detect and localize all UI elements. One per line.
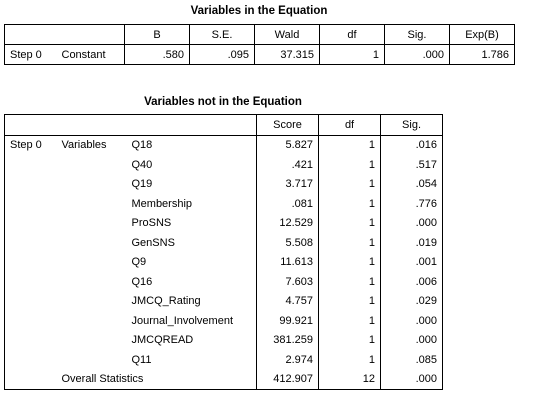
sig-value: .776 xyxy=(381,194,443,214)
overall-statistics-label: Overall Statistics xyxy=(61,373,144,386)
sig-value: .029 xyxy=(381,292,443,312)
header-score: Score xyxy=(257,115,319,136)
variable-name: Membership xyxy=(131,197,193,210)
sig-value: .054 xyxy=(381,175,443,195)
step-blank xyxy=(5,233,57,253)
score-value: 412.907 xyxy=(257,370,319,390)
score-value: 12.529 xyxy=(257,214,319,234)
header-df: df xyxy=(320,25,385,45)
df-value: 1 xyxy=(319,311,381,331)
df-value: 12 xyxy=(319,370,381,390)
group-blank xyxy=(57,155,127,175)
table-row xyxy=(5,135,443,155)
table-row xyxy=(5,350,443,370)
step-blank xyxy=(5,253,57,273)
df-value: 1 xyxy=(319,292,381,312)
group-blank xyxy=(57,292,127,312)
table-row xyxy=(5,214,443,234)
sig-value: .000 xyxy=(381,311,443,331)
variable-name: Q9 xyxy=(131,256,147,269)
header-b: B xyxy=(125,25,190,45)
score-value: .421 xyxy=(257,155,319,175)
variable-name: JMCQREAD xyxy=(131,334,194,347)
df-value: 1 xyxy=(319,272,381,292)
step-blank xyxy=(5,331,57,351)
sig-value: .019 xyxy=(381,233,443,253)
header-wald: Wald xyxy=(255,25,320,45)
variable-name: Journal_Involvement xyxy=(131,314,234,327)
variable-name: GenSNS xyxy=(131,236,175,249)
equation-header-blank xyxy=(5,25,125,45)
group-blank xyxy=(57,214,127,234)
score-value: 7.603 xyxy=(257,272,319,292)
df-value: 1 xyxy=(319,135,381,155)
step-blank xyxy=(5,175,57,195)
variable-name: ProSNS xyxy=(131,217,172,230)
not-in-equation-header-blank xyxy=(5,115,257,136)
step-blank xyxy=(5,292,57,312)
value-sig: .000 xyxy=(385,45,450,65)
group-blank xyxy=(57,311,127,331)
table-row xyxy=(5,194,443,214)
sig-value: .016 xyxy=(381,135,443,155)
group-blank xyxy=(57,175,127,195)
group-blank xyxy=(57,194,127,214)
df-value: 1 xyxy=(319,253,381,273)
step-blank xyxy=(5,272,57,292)
step-label: Step 0 xyxy=(10,139,42,152)
variable-name: JMCQ_Rating xyxy=(131,295,201,308)
step-blank xyxy=(5,311,57,331)
group-blank xyxy=(57,331,127,351)
score-value: 381.259 xyxy=(257,331,319,351)
variable-name: Q40 xyxy=(131,158,153,171)
step-blank xyxy=(5,194,57,214)
value-se: .095 xyxy=(190,45,255,65)
variable-name: Q11 xyxy=(131,353,152,366)
header-se: S.E. xyxy=(190,25,255,45)
overall-statistics-row xyxy=(5,370,443,390)
df-value: 1 xyxy=(319,175,381,195)
value-df: 1 xyxy=(320,45,385,65)
table-row xyxy=(5,233,443,253)
table-row xyxy=(5,292,443,312)
df-value: 1 xyxy=(319,194,381,214)
equation-table-title: Variables in the Equation xyxy=(190,5,328,17)
not-in-equation-table-title: Variables not in the Equation xyxy=(144,96,302,108)
equation-header-row xyxy=(5,25,515,45)
sig-value: .000 xyxy=(381,370,443,390)
sig-value: .001 xyxy=(381,253,443,273)
header-expb: Exp(B) xyxy=(450,25,515,45)
value-wald: 37.315 xyxy=(255,45,320,65)
score-value: 2.974 xyxy=(257,350,319,370)
df-value: 1 xyxy=(319,350,381,370)
step-label: Step 0 xyxy=(10,48,42,61)
group-blank xyxy=(57,233,127,253)
score-value: .081 xyxy=(257,194,319,214)
variables-in-equation-table xyxy=(4,24,515,65)
sig-value: .006 xyxy=(381,272,443,292)
table-row xyxy=(5,45,515,65)
group-blank xyxy=(57,253,127,273)
group-blank xyxy=(57,350,127,370)
variable-name: Q16 xyxy=(131,275,153,288)
sig-value: .085 xyxy=(381,350,443,370)
step-blank xyxy=(5,350,57,370)
step-blank xyxy=(5,370,57,390)
table-row xyxy=(5,272,443,292)
variable-name: Q19 xyxy=(131,178,153,191)
sig-value: .000 xyxy=(381,331,443,351)
score-value: 11.613 xyxy=(257,253,319,273)
header-df: df xyxy=(319,115,381,136)
df-value: 1 xyxy=(319,155,381,175)
step-blank xyxy=(5,155,57,175)
df-value: 1 xyxy=(319,233,381,253)
score-value: 5.508 xyxy=(257,233,319,253)
score-value: 99.921 xyxy=(257,311,319,331)
row-label: Constant xyxy=(61,48,106,61)
variables-not-in-equation-table xyxy=(4,114,443,390)
table-row xyxy=(5,311,443,331)
step-blank xyxy=(5,214,57,234)
score-value: 5.827 xyxy=(257,135,319,155)
table-row xyxy=(5,175,443,195)
group-blank xyxy=(57,272,127,292)
sig-value: .000 xyxy=(381,214,443,234)
value-b: .580 xyxy=(125,45,190,65)
table-row xyxy=(5,155,443,175)
score-value: 3.717 xyxy=(257,175,319,195)
score-value: 4.757 xyxy=(257,292,319,312)
table-row xyxy=(5,331,443,351)
group-label: Variables xyxy=(61,139,107,152)
header-sig: Sig. xyxy=(385,25,450,45)
variable-name: Q18 xyxy=(131,139,153,152)
df-value: 1 xyxy=(319,214,381,234)
header-sig: Sig. xyxy=(381,115,443,136)
table-row xyxy=(5,253,443,273)
value-expb: 1.786 xyxy=(450,45,515,65)
df-value: 1 xyxy=(319,331,381,351)
sig-value: .517 xyxy=(381,155,443,175)
not-in-equation-header-row xyxy=(5,115,443,136)
